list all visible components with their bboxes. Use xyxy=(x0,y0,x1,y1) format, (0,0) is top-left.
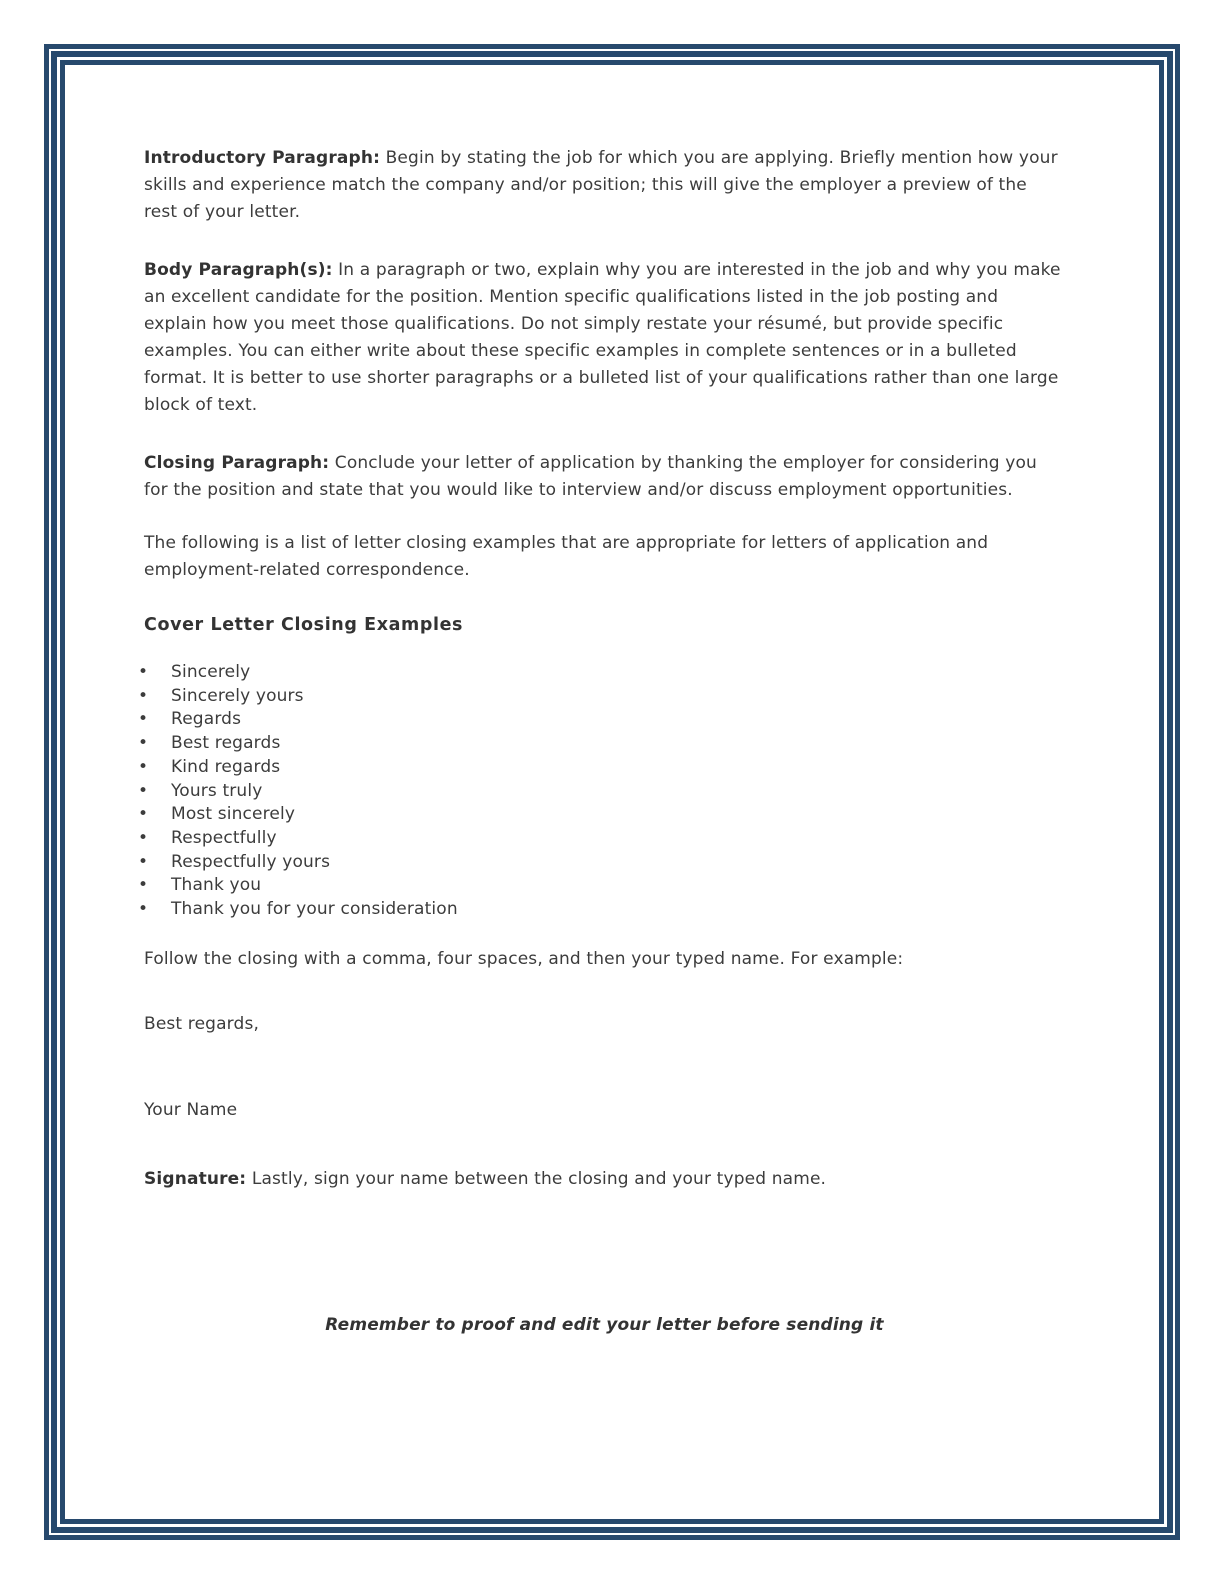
proofread-reminder-note: Remember to proof and edit your letter before sending it xyxy=(325,1314,884,1335)
list-item-respectfully: • Respectfully xyxy=(138,827,1065,851)
body-paragraph-label: Body Paragraph(s): xyxy=(144,260,333,280)
paragraph-signature xyxy=(144,1166,1065,1193)
page-content xyxy=(65,65,1159,1339)
introductory-paragraph-text: Begin by stating the job for which you are applying. Briefly mention how your skills and experience match the company and/or position; this will give the employer a preview of the rest of your letter. xyxy=(144,148,1058,222)
list-item-thank-you: • Thank you xyxy=(138,874,1065,898)
paragraph-follow-closing: Follow the closing with a comma, four spaces, and then your typed name. For example: xyxy=(144,948,904,969)
closing-examples-list xyxy=(138,661,1065,922)
page-border-inner xyxy=(60,60,1164,1524)
example-closing-text: Best regards, xyxy=(144,1013,260,1034)
paragraph-introductory xyxy=(144,145,1065,226)
paragraph-following-intro: The following is a list of letter closing examples that are appropriate for letters of application and employment-related correspondence. xyxy=(144,533,989,580)
list-item-sincerely-yours: • Sincerely yours xyxy=(138,685,1065,709)
list-item-respectfully-yours: • Respectfully yours xyxy=(138,851,1065,875)
list-item-thank-you-consideration: • Thank you for your consideration xyxy=(138,898,1065,922)
list-item-most-sincerely: • Most sincerely xyxy=(138,803,1065,827)
list-item-kind-regards: • Kind regards xyxy=(138,756,1065,780)
list-item-sincerely: • Sincerely xyxy=(138,661,1065,685)
page-border-outer xyxy=(44,44,1180,1540)
closing-paragraph-text: Conclude your letter of application by thanking the employer for considering you for the position and state that you would like to interview and/or discuss employment opportunities. xyxy=(144,453,1037,500)
body-paragraph-text: In a paragraph or two, explain why you are interested in the job and why you make an excellent candidate for the position. Mention specific qualifications listed in the job posting and explain how you meet those qualifications. Do not simply restate your résumé, but provide specific examples. You can either write about these specific examples in complete sentences or in a bulleted format. It is better to use shorter paragraphs or a bulleted list of your qualifications rather than one large block of text. xyxy=(144,260,1061,415)
list-item-regards: • Regards xyxy=(138,708,1065,732)
list-item-best-regards: • Best regards xyxy=(138,732,1065,756)
page-border-middle xyxy=(51,51,1173,1533)
signature-label: Signature: xyxy=(144,1168,247,1189)
introductory-paragraph-label: Introductory Paragraph: xyxy=(144,148,381,168)
closing-examples-heading: Cover Letter Closing Examples xyxy=(144,615,464,635)
closing-paragraph-label: Closing Paragraph: xyxy=(144,453,330,473)
example-typed-name: Your Name xyxy=(144,1099,238,1120)
paragraph-body xyxy=(144,257,1065,419)
signature-text: Lastly, sign your name between the closing and your typed name. xyxy=(246,1168,827,1189)
list-item-yours-truly: • Yours truly xyxy=(138,780,1065,804)
paragraph-closing xyxy=(144,450,1065,504)
